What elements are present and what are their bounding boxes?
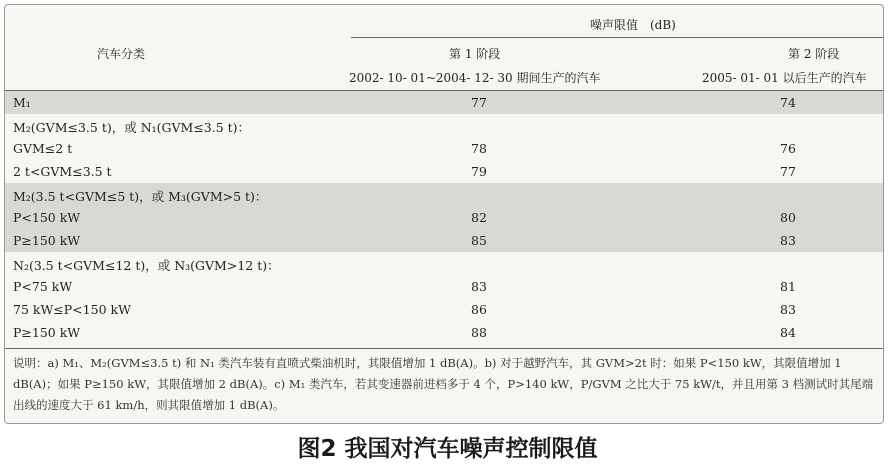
row-label: P<150 kW — [13, 210, 81, 225]
table-note: 说明：a) M₁、M₂(GVM≤3.5 t) 和 N₁ 类汽车装有直喷式柴油机时，其限值增加 1 dB(A)。b) 对于越野汽车，其 GVM>2t 时：如果 P<150 kW，其限值增加 1 dB(A)；如果 P≥150 kW，其限值增加 2 dB(A)。c) M₁ 类汽车，若其变速器前进档多于 4 个，P>140 kW，P/GVM 之比大于 75 kW/t，并且用第 3 档测试时其尾端出线的速度大于 61 km/h，则其限值增加 1 dB(A)。 — [13, 356, 874, 412]
table-row — [5, 183, 883, 206]
row-label: P≥150 kW — [13, 233, 81, 248]
row-label: GVM≤2 t — [13, 141, 73, 156]
table-row — [5, 298, 883, 321]
figure-caption: 图2 我国对汽车噪声控制限值 — [297, 436, 598, 462]
stage2-value: 76 — [780, 141, 796, 156]
row-label: M₁ — [13, 95, 31, 110]
table-header — [5, 5, 883, 91]
row-label: 2 t<GVM≤3.5 t — [13, 164, 112, 179]
header-stage1: 第 1 阶段 — [449, 47, 501, 61]
stage2-value: 74 — [780, 95, 796, 110]
body-bottom-rule — [5, 348, 884, 349]
stage1-value: 78 — [471, 141, 487, 156]
header-vehicle-category: 汽车分类 — [97, 47, 146, 61]
row-label: M₂(3.5 t<GVM≤5 t)，或 M₃(GVM>5 t)： — [13, 189, 268, 204]
stage1-value: 85 — [471, 233, 487, 248]
table-row — [5, 91, 883, 114]
table-row — [5, 229, 883, 252]
row-label: M₂(GVM≤3.5 t)，或 N₁(GVM≤3.5 t)： — [13, 120, 251, 135]
stage2-value: 84 — [780, 325, 796, 340]
table-row — [5, 137, 883, 160]
header-stage2: 第 2 阶段 — [788, 47, 840, 61]
stage1-value: 83 — [471, 279, 487, 294]
header-stage2-period: 2005- 01- 01 以后生产的汽车 — [702, 71, 867, 85]
row-label: P≥150 kW — [13, 325, 81, 340]
table-row — [5, 275, 883, 298]
row-label: P<75 kW — [13, 279, 73, 294]
table-row — [5, 252, 883, 275]
table-row — [5, 206, 883, 229]
stage2-value: 81 — [780, 279, 796, 294]
header-noise-limit: 噪声限值 (dB) — [590, 18, 676, 32]
stage1-value: 77 — [471, 95, 487, 110]
stage2-value: 77 — [780, 164, 796, 179]
stage2-value: 80 — [780, 210, 796, 225]
header-divider — [351, 37, 884, 38]
noise-limit-table — [4, 4, 884, 424]
stage2-value: 83 — [780, 233, 796, 248]
header-stage1-period: 2002- 10- 01~2004- 12- 30 期间生产的汽车 — [349, 71, 601, 85]
table-row — [5, 160, 883, 183]
stage2-value: 83 — [780, 302, 796, 317]
table-row — [5, 114, 883, 137]
row-label: N₂(3.5 t<GVM≤12 t)，或 N₃(GVM>12 t)： — [13, 258, 280, 273]
stage1-value: 86 — [471, 302, 487, 317]
stage1-value: 88 — [471, 325, 487, 340]
table-row — [5, 321, 883, 344]
stage1-value: 82 — [471, 210, 487, 225]
row-label: 75 kW≤P<150 kW — [13, 302, 131, 317]
stage1-value: 79 — [471, 164, 487, 179]
